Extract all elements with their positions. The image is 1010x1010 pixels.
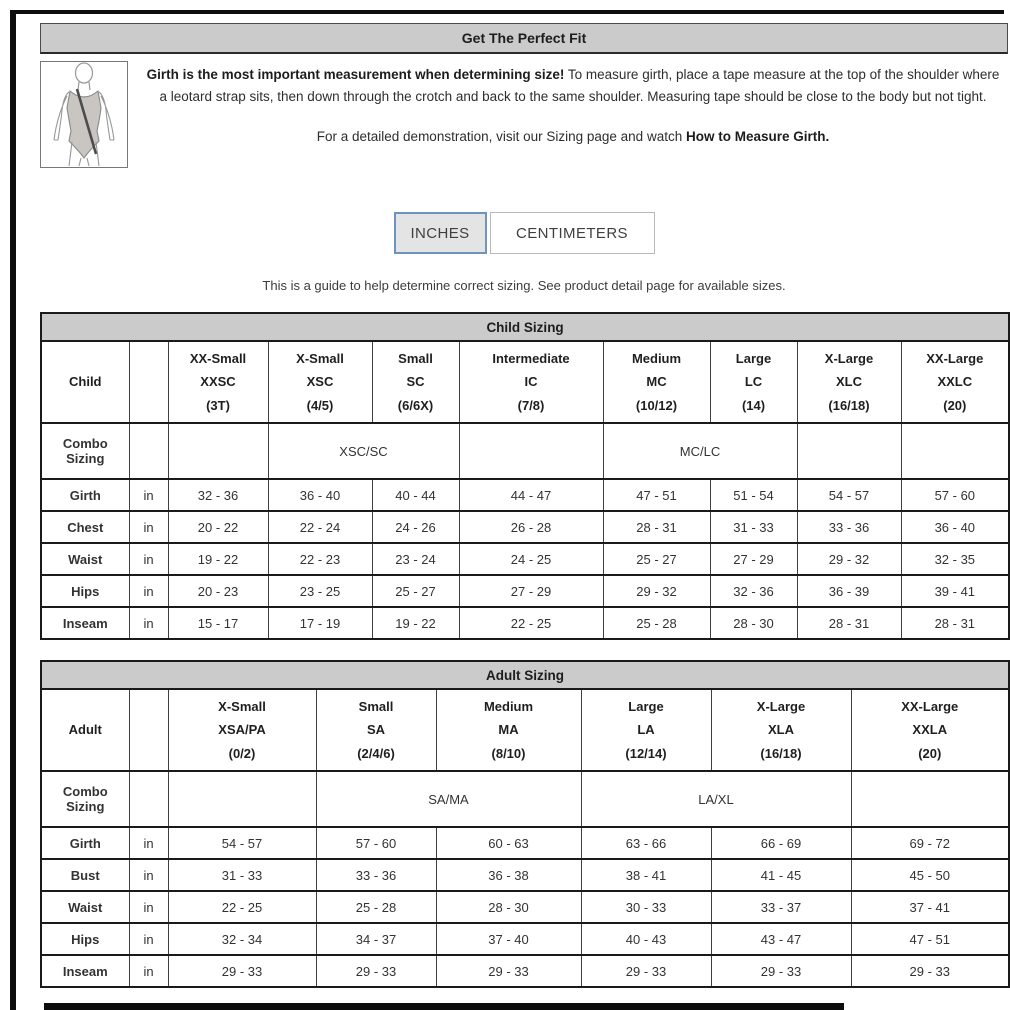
size-value-cell: 31 - 33: [168, 859, 316, 891]
unit-cell: in: [129, 511, 168, 543]
size-value-cell: 60 - 63: [436, 827, 581, 859]
size-range: (4/5): [306, 397, 334, 413]
size-range: (16/18): [760, 745, 802, 761]
screenshot-top-border: [10, 10, 1004, 14]
combo-sizing-cell: MC/LC: [603, 423, 797, 479]
size-code: XLC: [836, 374, 862, 390]
size-name: XX-Large: [901, 698, 959, 714]
measurement-label: Girth: [41, 827, 129, 859]
size-value-cell: 66 - 69: [711, 827, 851, 859]
size-value-cell: 44 - 47: [459, 479, 603, 511]
unit-cell: in: [129, 607, 168, 639]
size-name: Intermediate: [492, 350, 570, 366]
size-value-cell: 41 - 45: [711, 859, 851, 891]
size-value-cell: 27 - 29: [459, 575, 603, 607]
size-range: (10/12): [635, 397, 678, 413]
size-value-cell: 27 - 29: [710, 543, 797, 575]
size-value-cell: 25 - 27: [603, 543, 710, 575]
child-sizing-table-title: Child Sizing: [41, 313, 1009, 341]
size-name: XX-Small: [189, 350, 247, 366]
size-range: (16/18): [828, 397, 870, 413]
demo-line-bold: How to Measure Girth.: [685, 128, 830, 144]
size-value-cell: 36 - 38: [436, 859, 581, 891]
demo-line-prefix: For a detailed demonstration, visit our Sizing page and watch: [316, 128, 686, 144]
size-guide-page: [40, 23, 1008, 988]
combo-sizing-label: Combo Sizing: [41, 771, 129, 827]
size-column-header: [797, 341, 901, 423]
size-value-cell: 22 - 23: [268, 543, 372, 575]
measurement-label: Bust: [41, 859, 129, 891]
size-column-header: [316, 689, 436, 771]
size-value-cell: 29 - 33: [711, 955, 851, 987]
size-value-cell: 54 - 57: [168, 827, 316, 859]
screenshot-left-border: [10, 10, 16, 1010]
adult-sizing-row-header: Adult: [41, 689, 129, 771]
size-column-header: [168, 341, 268, 423]
size-value-cell: 19 - 22: [372, 607, 459, 639]
centimeters-button[interactable]: CENTIMETERS: [490, 212, 655, 254]
adult-sizing-section: [40, 660, 1008, 988]
size-column-header: [581, 689, 711, 771]
size-column-header: [436, 689, 581, 771]
size-name: X-Small: [218, 698, 266, 714]
page-title: Get The Perfect Fit: [40, 23, 1008, 54]
size-value-cell: 29 - 32: [797, 543, 901, 575]
size-value-cell: 31 - 33: [710, 511, 797, 543]
unit-column-header: [129, 341, 168, 423]
size-value-cell: 28 - 31: [797, 607, 901, 639]
size-code: XXLC: [937, 374, 973, 390]
size-value-cell: 38 - 41: [581, 859, 711, 891]
size-value-cell: 33 - 36: [797, 511, 901, 543]
inches-button[interactable]: INCHES: [394, 212, 487, 254]
size-value-cell: 32 - 36: [710, 575, 797, 607]
size-value-cell: 22 - 25: [168, 891, 316, 923]
size-code: LA: [637, 722, 655, 738]
size-value-cell: 37 - 41: [851, 891, 1009, 923]
combo-sizing-cell: [797, 423, 901, 479]
adult-sizing-table-title: Adult Sizing: [41, 661, 1009, 689]
size-range: (3T): [206, 397, 230, 413]
size-value-cell: 54 - 57: [797, 479, 901, 511]
measurement-row: [41, 607, 1009, 639]
measurement-row: [41, 575, 1009, 607]
unit-cell: in: [129, 543, 168, 575]
size-value-cell: 36 - 39: [797, 575, 901, 607]
size-column-header: [710, 341, 797, 423]
size-value-cell: 29 - 33: [581, 955, 711, 987]
combo-sizing-cell: SA/MA: [316, 771, 581, 827]
measurement-row: [41, 891, 1009, 923]
size-value-cell: 36 - 40: [268, 479, 372, 511]
measurement-label: Hips: [41, 923, 129, 955]
size-value-cell: 37 - 40: [436, 923, 581, 955]
size-value-cell: 28 - 30: [710, 607, 797, 639]
size-column-header: [901, 341, 1009, 423]
size-value-cell: 28 - 31: [603, 511, 710, 543]
measurement-row: [41, 827, 1009, 859]
measurement-row: [41, 923, 1009, 955]
size-value-cell: 25 - 28: [603, 607, 710, 639]
intro-section: [40, 61, 1008, 168]
size-value-cell: 29 - 32: [603, 575, 710, 607]
girth-instructions-bold: Girth is the most important measurement when determining size!: [146, 67, 565, 82]
size-code: LC: [744, 374, 763, 390]
demo-line: [144, 126, 1002, 148]
size-value-cell: 22 - 25: [459, 607, 603, 639]
size-value-cell: 32 - 36: [168, 479, 268, 511]
size-value-cell: 24 - 25: [459, 543, 603, 575]
size-value-cell: 36 - 40: [901, 511, 1009, 543]
size-value-cell: 22 - 24: [268, 511, 372, 543]
size-value-cell: 47 - 51: [851, 923, 1009, 955]
size-column-header: [459, 341, 603, 423]
size-value-cell: 30 - 33: [581, 891, 711, 923]
size-value-cell: 25 - 28: [316, 891, 436, 923]
combo-sizing-cell: [851, 771, 1009, 827]
leotard-girth-icon: [41, 62, 127, 167]
measurement-label: Waist: [41, 891, 129, 923]
combo-sizing-cell: [168, 423, 268, 479]
measurement-row: [41, 859, 1009, 891]
size-column-header: [168, 689, 316, 771]
size-name: XX-Large: [926, 350, 984, 366]
child-sizing-section: [40, 312, 1008, 640]
size-value-cell: 15 - 17: [168, 607, 268, 639]
size-code: XXSC: [200, 374, 236, 390]
sizing-note: This is a guide to help determine correct sizing. See product detail page for available sizes.: [262, 278, 786, 293]
size-range: (20): [918, 745, 942, 761]
size-value-cell: 32 - 35: [901, 543, 1009, 575]
size-value-cell: 39 - 41: [901, 575, 1009, 607]
combo-sizing-cell: [168, 771, 316, 827]
combo-sizing-cell: LA/XL: [581, 771, 851, 827]
unit-cell: in: [129, 923, 168, 955]
measurement-row: [41, 511, 1009, 543]
size-value-cell: 23 - 24: [372, 543, 459, 575]
size-code: IC: [524, 374, 538, 390]
leotard-diagram-image: [40, 61, 128, 168]
size-name: Medium: [631, 350, 682, 366]
size-name: Large: [628, 698, 664, 714]
size-range: (6/6X): [397, 397, 434, 413]
girth-instructions-rest: To measure girth, place a tape measure at the top of the shoulder where a leotard strap sits, then down through the crotch and back to the same shoulder. Measuring tape should be close to the body but not tight.: [159, 67, 1000, 104]
child-sizing-row-header: Child: [41, 341, 129, 423]
measurement-label: Chest: [41, 511, 129, 543]
size-value-cell: 32 - 34: [168, 923, 316, 955]
size-value-cell: 26 - 28: [459, 511, 603, 543]
size-column-header: [711, 689, 851, 771]
girth-instructions: [144, 64, 1002, 108]
size-code: XSC: [306, 374, 334, 390]
child-sizing-table: [40, 312, 1010, 640]
size-value-cell: 17 - 19: [268, 607, 372, 639]
unit-cell: in: [129, 575, 168, 607]
unit-cell: in: [129, 891, 168, 923]
size-range: (2/4/6): [357, 745, 395, 761]
adult-sizing-table: [40, 660, 1010, 988]
measurement-label: Girth: [41, 479, 129, 511]
size-code: MC: [646, 374, 667, 390]
size-value-cell: 51 - 54: [710, 479, 797, 511]
size-value-cell: 25 - 27: [372, 575, 459, 607]
size-value-cell: 57 - 60: [316, 827, 436, 859]
size-column-header: [603, 341, 710, 423]
size-value-cell: 40 - 43: [581, 923, 711, 955]
combo-sizing-cell: XSC/SC: [268, 423, 459, 479]
measurement-label: Hips: [41, 575, 129, 607]
measurement-row: [41, 479, 1009, 511]
size-value-cell: 28 - 30: [436, 891, 581, 923]
measurement-row: [41, 955, 1009, 987]
size-name: X-Small: [296, 350, 344, 366]
size-column-header: [851, 689, 1009, 771]
size-column-header: [268, 341, 372, 423]
size-value-cell: 29 - 33: [436, 955, 581, 987]
size-value-cell: 33 - 37: [711, 891, 851, 923]
size-value-cell: 34 - 37: [316, 923, 436, 955]
size-range: (0/2): [228, 745, 256, 761]
size-range: (20): [943, 397, 967, 413]
combo-unit-cell: [129, 423, 168, 479]
size-value-cell: 57 - 60: [901, 479, 1009, 511]
size-name: Small: [398, 350, 433, 366]
size-value-cell: 29 - 33: [168, 955, 316, 987]
size-code: XSA/PA: [218, 722, 266, 738]
size-column-header: [372, 341, 459, 423]
size-code: SC: [406, 374, 425, 390]
unit-cell: in: [129, 827, 168, 859]
size-code: MA: [498, 722, 519, 738]
measurement-label: Inseam: [41, 955, 129, 987]
size-range: (12/14): [625, 745, 667, 761]
intro-paragraph: [128, 61, 1008, 168]
screenshot-bottom-border: [44, 1003, 844, 1010]
size-value-cell: 69 - 72: [851, 827, 1009, 859]
size-value-cell: 40 - 44: [372, 479, 459, 511]
size-value-cell: 63 - 66: [581, 827, 711, 859]
size-value-cell: 28 - 31: [901, 607, 1009, 639]
size-value-cell: 43 - 47: [711, 923, 851, 955]
unit-toggle: [40, 212, 1008, 254]
size-name: Large: [735, 350, 772, 366]
size-value-cell: 33 - 36: [316, 859, 436, 891]
unit-cell: in: [129, 859, 168, 891]
size-value-cell: 20 - 22: [168, 511, 268, 543]
size-range: (8/10): [491, 745, 526, 761]
unit-column-header: [129, 689, 168, 771]
size-value-cell: 45 - 50: [851, 859, 1009, 891]
size-name: Small: [358, 698, 394, 714]
size-value-cell: 24 - 26: [372, 511, 459, 543]
combo-sizing-cell: [459, 423, 603, 479]
size-name: X-Large: [824, 350, 874, 366]
unit-cell: in: [129, 479, 168, 511]
unit-cell: in: [129, 955, 168, 987]
measurement-row: [41, 543, 1009, 575]
size-value-cell: 47 - 51: [603, 479, 710, 511]
measurement-label: Waist: [41, 543, 129, 575]
combo-sizing-cell: [901, 423, 1009, 479]
measurement-label: Inseam: [41, 607, 129, 639]
size-value-cell: 23 - 25: [268, 575, 372, 607]
size-value-cell: 19 - 22: [168, 543, 268, 575]
size-range: (14): [741, 397, 766, 413]
size-code: SA: [366, 722, 386, 738]
size-code: XXLA: [912, 722, 948, 738]
size-value-cell: 20 - 23: [168, 575, 268, 607]
size-name: X-Large: [756, 698, 806, 714]
size-name: Medium: [483, 698, 534, 714]
size-value-cell: 29 - 33: [851, 955, 1009, 987]
size-range: (7/8): [517, 397, 545, 413]
size-value-cell: 29 - 33: [316, 955, 436, 987]
combo-sizing-label: Combo Sizing: [41, 423, 129, 479]
size-code: XLA: [768, 722, 794, 738]
combo-unit-cell: [129, 771, 168, 827]
